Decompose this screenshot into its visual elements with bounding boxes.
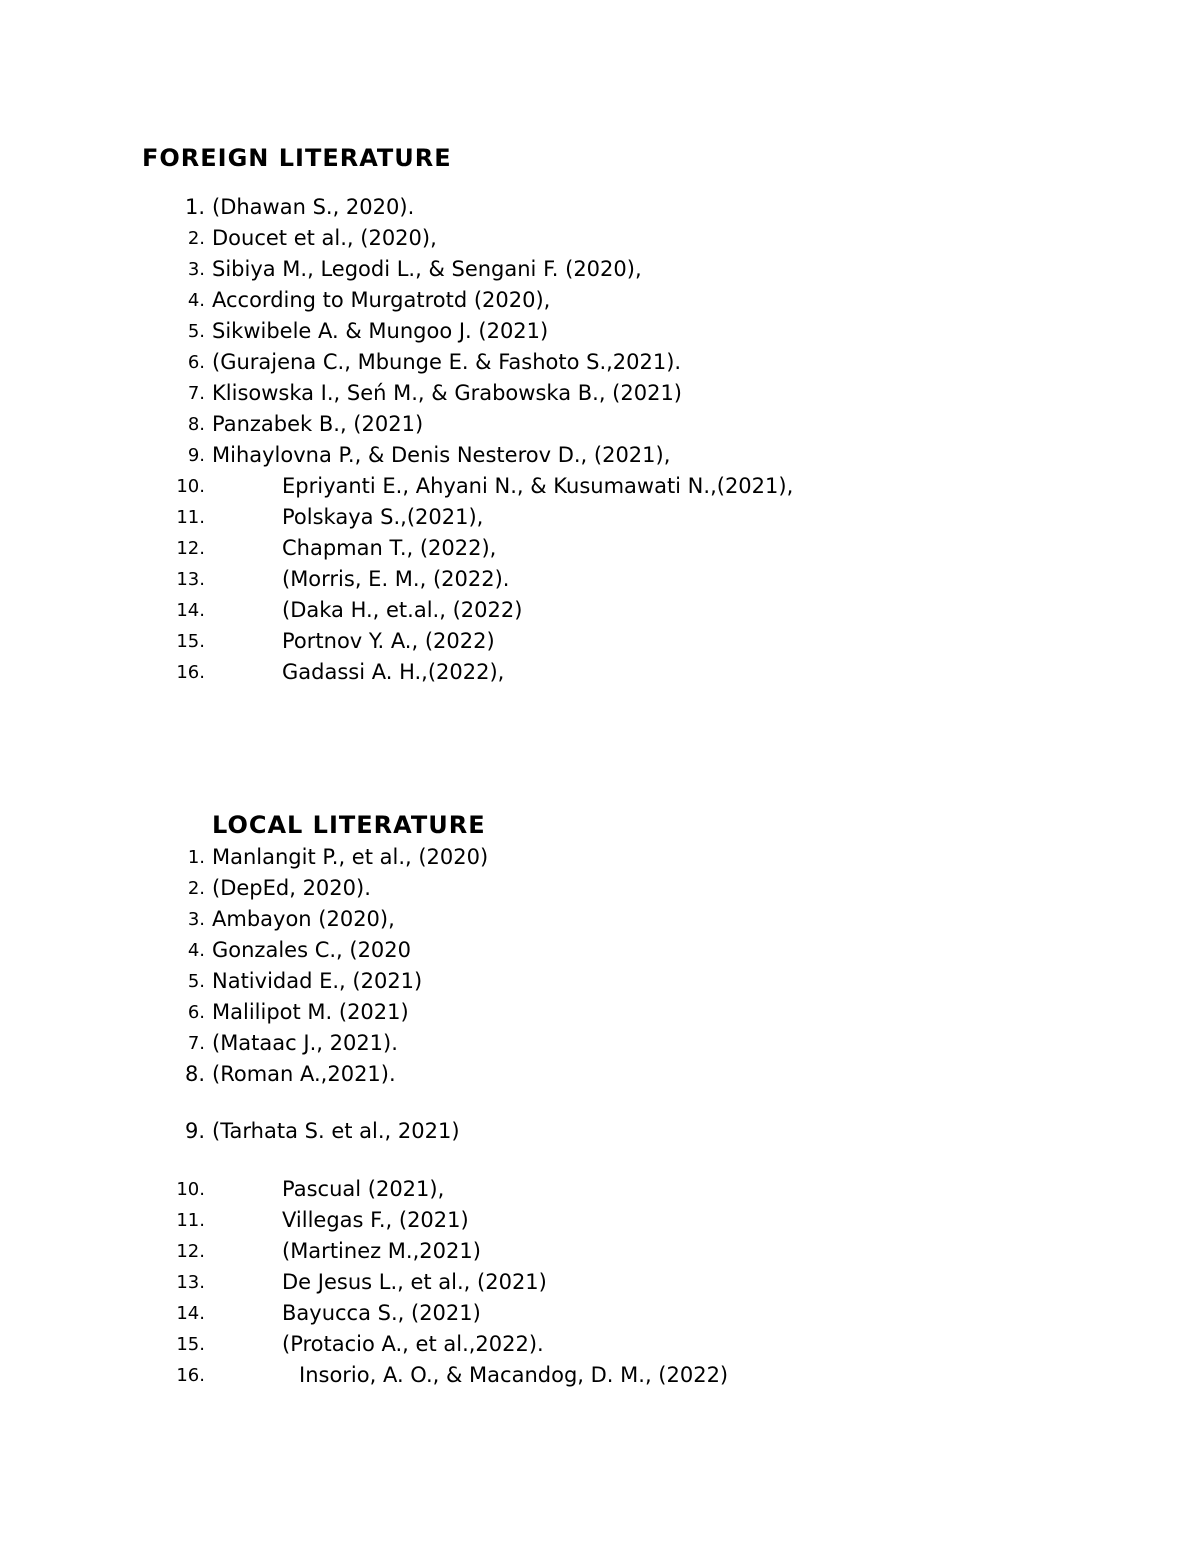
list-item [0, 969, 1200, 999]
list-item-number: 8. [184, 1062, 205, 1086]
list-item-citation: Gonzales C., (2020 [212, 938, 412, 962]
list-item [0, 1270, 1200, 1300]
list-item-number: 4. [187, 290, 205, 311]
list-item [0, 412, 1200, 442]
list-item-citation: Polskaya S.,(2021), [282, 505, 484, 529]
list-item-citation: (Dhawan S., 2020). [212, 195, 415, 219]
list-item [0, 381, 1200, 411]
list-item [0, 1208, 1200, 1238]
list-item-number: 13. [176, 569, 205, 590]
list-item-citation: (Tarhata S. et al., 2021) [212, 1119, 460, 1143]
list-item-citation: (Gurajena C., Mbunge E. & Fashoto S.,2021). [212, 350, 682, 374]
list-item-number: 9. [187, 445, 205, 466]
list-item-citation: (Protacio A., et al.,2022). [282, 1332, 544, 1356]
list-item [0, 195, 1200, 225]
list-item [0, 938, 1200, 968]
list-item [0, 629, 1200, 659]
list-item [0, 288, 1200, 318]
list-item [0, 845, 1200, 875]
list-item-citation: Klisowska I., Seń M., & Grabowska B., (2021) [212, 381, 682, 405]
list-item-citation: Bayucca S., (2021) [282, 1301, 481, 1325]
list-item [0, 257, 1200, 287]
list-item-number: 3. [187, 909, 205, 930]
local-literature-heading: LOCAL LITERATURE [212, 811, 486, 839]
list-item [0, 1000, 1200, 1030]
list-item-number: 15. [176, 1334, 205, 1355]
list-item-number: 11. [176, 1210, 205, 1231]
list-item [0, 536, 1200, 566]
list-item-citation: Panzabek B., (2021) [212, 412, 424, 436]
list-item-number: 4. [187, 940, 205, 961]
list-item-citation: Gadassi A. H.,(2022), [282, 660, 505, 684]
list-item [0, 876, 1200, 906]
list-item-citation: Malilipot M. (2021) [212, 1000, 409, 1024]
list-item-number: 9. [184, 1119, 205, 1143]
list-item [0, 350, 1200, 380]
list-item [0, 1239, 1200, 1269]
list-item-citation: Ambayon (2020), [212, 907, 395, 931]
list-item-number: 13. [176, 1272, 205, 1293]
list-item-number: 1. [187, 847, 205, 868]
list-item-citation: Chapman T., (2022), [282, 536, 497, 560]
list-item [0, 1119, 1200, 1149]
list-item-number: 7. [187, 1033, 205, 1054]
list-item-citation: Sikwibele A. & Mungoo J. (2021) [212, 319, 549, 343]
list-item [0, 1363, 1200, 1393]
list-item-number: 10. [176, 1179, 205, 1200]
list-item-citation: Villegas F., (2021) [282, 1208, 469, 1232]
list-item-number: 8. [187, 414, 205, 435]
list-item-number: 5. [187, 321, 205, 342]
list-item [0, 1177, 1200, 1207]
list-item [0, 1031, 1200, 1061]
list-item-number: 6. [187, 1002, 205, 1023]
list-item-citation: Epriyanti E., Ahyani N., & Kusumawati N.,(2021), [282, 474, 794, 498]
list-item-citation: According to Murgatrotd (2020), [212, 288, 551, 312]
list-item-number: 1. [184, 195, 205, 219]
list-item [0, 505, 1200, 535]
list-item [0, 319, 1200, 349]
list-item-number: 11. [176, 507, 205, 528]
list-item [0, 567, 1200, 597]
list-item-number: 7. [187, 383, 205, 404]
list-item-number: 15. [176, 631, 205, 652]
list-item-number: 3. [187, 259, 205, 280]
list-item-citation: (DepEd, 2020). [212, 876, 371, 900]
list-item-number: 14. [176, 600, 205, 621]
list-item-citation: (Morris, E. M., (2022). [282, 567, 510, 591]
list-item [0, 1332, 1200, 1362]
list-item [0, 660, 1200, 690]
list-item-citation: Sibiya M., Legodi L., & Sengani F. (2020), [212, 257, 642, 281]
list-item [0, 1062, 1200, 1092]
list-item-citation: (Mataac J., 2021). [212, 1031, 398, 1055]
list-item-number: 2. [187, 878, 205, 899]
list-item-number: 12. [176, 538, 205, 559]
list-item-citation: De Jesus L., et al., (2021) [282, 1270, 547, 1294]
list-item-citation: Manlangit P., et al., (2020) [212, 845, 489, 869]
list-item-number: 12. [176, 1241, 205, 1262]
list-item-citation: (Roman A.,2021). [212, 1062, 396, 1086]
list-item [0, 443, 1200, 473]
list-item-citation: Portnov Y. A., (2022) [282, 629, 495, 653]
list-item-number: 16. [176, 1365, 205, 1386]
list-item-citation: Insorio, A. O., & Macandog, D. M., (2022) [299, 1363, 729, 1387]
list-item [0, 907, 1200, 937]
list-item-number: 14. [176, 1303, 205, 1324]
list-item [0, 226, 1200, 256]
list-item-citation: Doucet et al., (2020), [212, 226, 437, 250]
list-item [0, 1301, 1200, 1331]
list-item-number: 6. [187, 352, 205, 373]
list-item-citation: Pascual (2021), [282, 1177, 445, 1201]
foreign-literature-heading: FOREIGN LITERATURE [142, 144, 452, 172]
list-item-number: 16. [176, 662, 205, 683]
list-item-citation: Natividad E., (2021) [212, 969, 423, 993]
list-item-number: 10. [176, 476, 205, 497]
list-item-number: 2. [187, 228, 205, 249]
list-item [0, 598, 1200, 628]
list-item-citation: Mihaylovna P., & Denis Nesterov D., (2021), [212, 443, 671, 467]
list-item-citation: (Daka H., et.al., (2022) [282, 598, 523, 622]
list-item [0, 474, 1200, 504]
list-item-citation: (Martinez M.,2021) [282, 1239, 481, 1263]
list-item-number: 5. [187, 971, 205, 992]
